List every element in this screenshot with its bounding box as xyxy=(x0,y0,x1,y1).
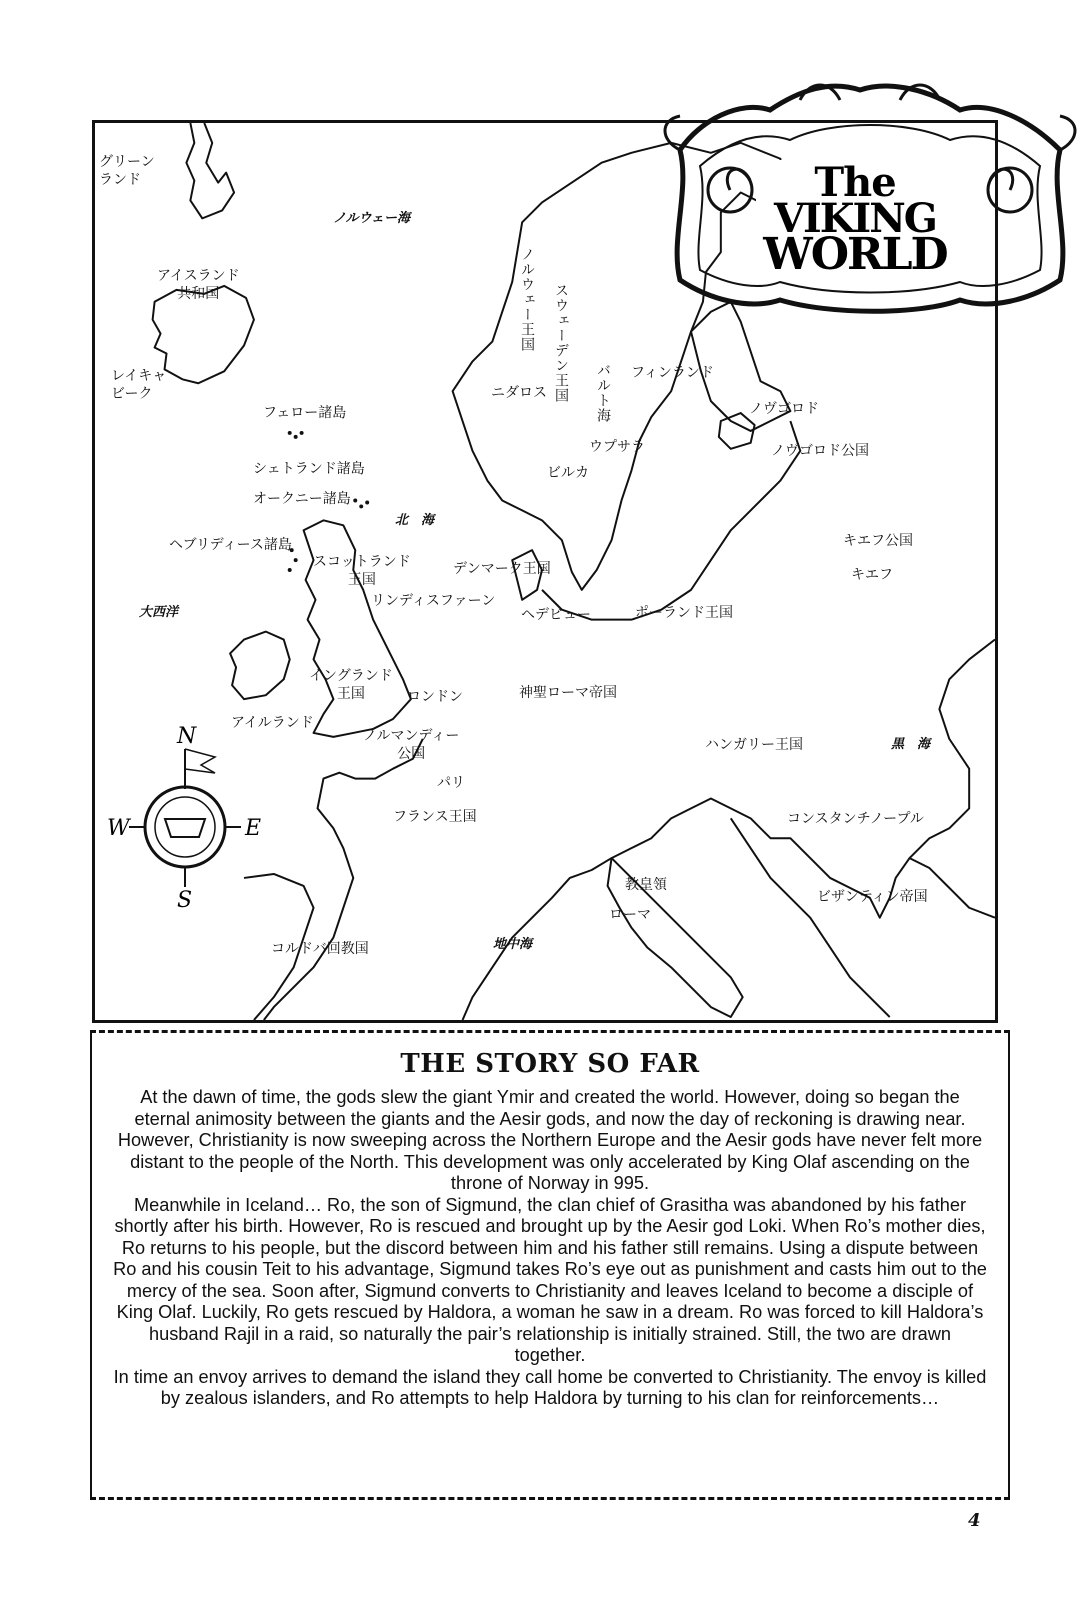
label-rome: ローマ xyxy=(609,907,651,923)
label-faroe: フェロー諸島 xyxy=(263,405,347,421)
label-england: イングランド 王国 xyxy=(309,668,393,702)
label-london: ロンドン xyxy=(407,689,463,705)
compass-north: N xyxy=(177,724,197,749)
label-hungary: ハンガリー王国 xyxy=(705,737,803,753)
label-sweden: スウェーデン王国 xyxy=(553,283,569,403)
label-iceland: アイスランド 共和国 xyxy=(157,268,240,302)
label-constantinople: コンスタンチノープル xyxy=(787,811,924,827)
page-number: 4 xyxy=(968,1510,981,1531)
compass-east: E xyxy=(245,816,262,841)
label-uppsala: ウプサラ xyxy=(589,439,645,455)
label-norwegian-sea: ノルウェー海 xyxy=(333,211,410,226)
label-paris: パリ xyxy=(437,775,465,791)
label-byzantine: ビザンティン帝国 xyxy=(817,889,928,905)
compass-west: W xyxy=(107,816,130,841)
label-scotland: スコットランド 王国 xyxy=(313,554,411,588)
label-black-sea: 黒 海 xyxy=(891,737,931,752)
story-heading: THE STORY SO FAR xyxy=(400,1049,700,1079)
story-paragraph-4: In time an envoy arrives to demand the island they call home be converted to Christianity. The envoy is killed by zealous islanders, and Ro attempts to help Haldora by turning to his clan for reinforcements… xyxy=(113,1366,987,1408)
label-hebrides: ヘブリディース諸島 xyxy=(169,537,292,553)
story-paragraph-2: However, Christianity is now sweeping across the Northern Europe and the Aesir gods have never felt more distant to the people of the North. This development was only accelerated by King Olaf ascending on the throne of Norway in 995. xyxy=(117,1130,983,1193)
label-north-sea: 北 海 xyxy=(395,513,435,528)
map-title-line1: The xyxy=(814,159,896,206)
greenland-land xyxy=(186,123,234,218)
label-ireland: アイルランド xyxy=(231,715,314,731)
label-poland: ポーランド王国 xyxy=(635,605,733,621)
label-reykjavik: レイキャ ビーク xyxy=(111,368,167,402)
label-novgorod-principality: ノヴゴロド公国 xyxy=(771,443,869,459)
label-finland: フィンランド xyxy=(631,365,714,381)
label-novgorod: ノヴゴロド xyxy=(749,401,819,417)
label-norway: ノルウェー王国 xyxy=(519,247,535,352)
balkans-coast xyxy=(731,818,890,1017)
label-denmark: デンマーク王国 xyxy=(453,561,551,577)
label-orkney: オークニー諸島 xyxy=(253,491,351,507)
compass-rose xyxy=(105,719,275,909)
label-lindisfarne: リンディスファーン xyxy=(371,593,496,609)
story-paragraph-3: Meanwhile in Iceland… Ro, the son of Sigmund, the clan chief of Grasitha was abandoned by his father shortly after his birth. However, Ro is rescued and brought up by the Aesir god Loki. When Ro’s mother dies, Ro returns to his people, but the discord between him and his father still remains. Using a dispute between Ro and his cousin Teit to his advantage, Sigmund takes Ro’s eye out as punishment and casts him out to the mercy of the sea. Soon after, Sigmund converts to Christianity and leaves Iceland to become a disciple of King Olaf. Luckily, Ro gets rescued by Haldora, a woman he saw in a dream. Ro was forced to kill Haldora’s husband Rajil in a raid, so naturally the pair’s relationship is initially strained. Still, the two are drawn together. xyxy=(113,1194,987,1365)
label-kiev: キエフ xyxy=(851,567,893,583)
label-kiev-principality: キエフ公国 xyxy=(843,533,913,549)
label-shetland: シェトランド諸島 xyxy=(253,461,365,477)
black-sea-shore xyxy=(910,858,995,918)
label-mediterranean: 地中海 xyxy=(493,937,533,952)
map-title-line3: WORLD xyxy=(763,229,947,280)
compass-south: S xyxy=(177,888,193,909)
label-greenland: グリーン ランド xyxy=(99,154,155,188)
label-hre: 神聖ローマ帝国 xyxy=(519,685,617,701)
ireland-land xyxy=(230,632,290,700)
story-paragraph-1: At the dawn of time, the gods slew the giant Ymir and created the world. However, doing so began the eternal animosity between the giants and the Aesir gods, and now the day of reckoning is drawing near. xyxy=(134,1087,966,1129)
map-title-line2: VIKING xyxy=(774,195,936,242)
label-normandy: ノルマンディー 公国 xyxy=(363,728,460,762)
label-cordoba: コルドバ回教国 xyxy=(271,941,369,957)
story-box xyxy=(90,1030,1010,1500)
label-baltic: バルト海 xyxy=(595,363,611,423)
label-atlantic: 大西洋 xyxy=(139,605,179,620)
label-papal-states: 教皇領 xyxy=(625,877,667,893)
label-france: フランス王国 xyxy=(393,809,477,825)
label-birka: ビルカ xyxy=(547,465,589,481)
map-title xyxy=(755,159,955,280)
label-nidaros: ニダロス xyxy=(491,385,547,401)
label-hedeby: ヘデビュー xyxy=(521,607,591,623)
